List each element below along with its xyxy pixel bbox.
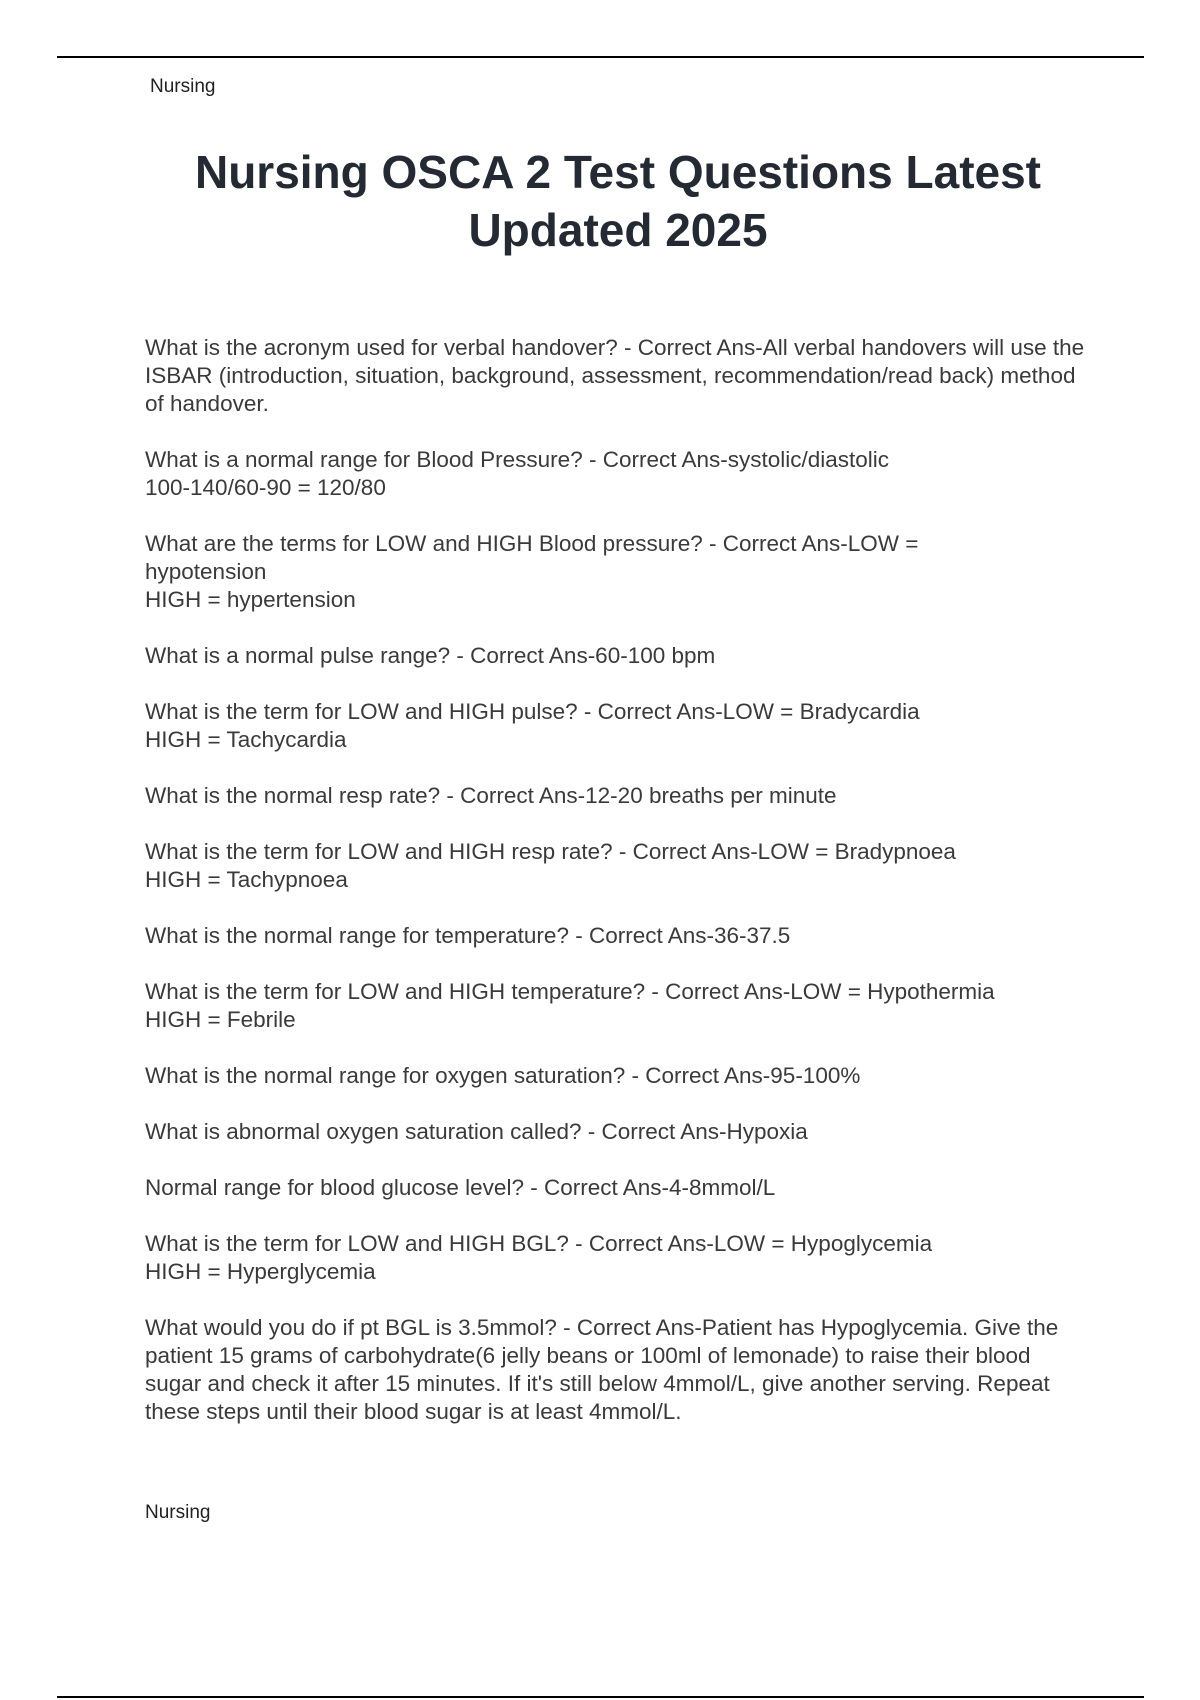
header-divider: [57, 56, 1144, 58]
qa-item: What is the acronym used for verbal handover? - Correct Ans-All verbal handovers will use the ISBAR (introduction, situation, background, assessment, recommendation/read back) method of handover.: [145, 335, 1085, 416]
page-footer-label: Nursing: [145, 1502, 211, 1523]
qa-item: What would you do if pt BGL is 3.5mmol? - Correct Ans-Patient has Hypoglycemia. Give the patient 15 grams of carbohydrate(6 jelly beans or 100ml of lemonade) to raise their blood sugar and check it after 15 minutes. If it's still below 4mmol/L, give another serving. Repeat these steps until their blood sugar is at least 4mmol/L.: [145, 1315, 1059, 1424]
document-title: Nursing OSCA 2 Test Questions Latest Updated 2025: [194, 146, 1042, 256]
footer-divider: [57, 1696, 1144, 1698]
page-header-label: Nursing: [150, 76, 216, 97]
qa-item: What is the normal range for temperature? - Correct Ans-36-37.5: [145, 923, 791, 948]
qa-item: What is a normal range for Blood Pressure? - Correct Ans-systolic/diastolic 100-140/60-90 = 120/80: [145, 447, 890, 500]
qa-item: What is the term for LOW and HIGH BGL? - Correct Ans-LOW = Hypoglycemia HIGH = Hyperglycemia: [145, 1231, 933, 1284]
qa-item: What is the term for LOW and HIGH temperature? - Correct Ans-LOW = Hypothermia HIGH = Febrile: [145, 979, 995, 1032]
qa-item: What is abnormal oxygen saturation called? - Correct Ans-Hypoxia: [145, 1119, 808, 1144]
qa-item: What is the normal range for oxygen saturation? - Correct Ans-95-100%: [145, 1063, 861, 1088]
qa-item: What is the term for LOW and HIGH resp rate? - Correct Ans-LOW = Bradypnoea HIGH = Tachypnoea: [145, 839, 956, 892]
qa-item: What is a normal pulse range? - Correct Ans-60-100 bpm: [145, 643, 716, 668]
qa-item: What are the terms for LOW and HIGH Blood pressure? - Correct Ans-LOW = hypotension HIGH = hypertension: [145, 531, 919, 612]
qa-list: [145, 334, 1085, 1454]
qa-item: What is the normal resp rate? - Correct Ans-12-20 breaths per minute: [145, 783, 837, 808]
qa-item: Normal range for blood glucose level? - Correct Ans-4-8mmol/L: [145, 1175, 776, 1200]
qa-item: What is the term for LOW and HIGH pulse? - Correct Ans-LOW = Bradycardia HIGH = Tachycardia: [145, 699, 920, 752]
